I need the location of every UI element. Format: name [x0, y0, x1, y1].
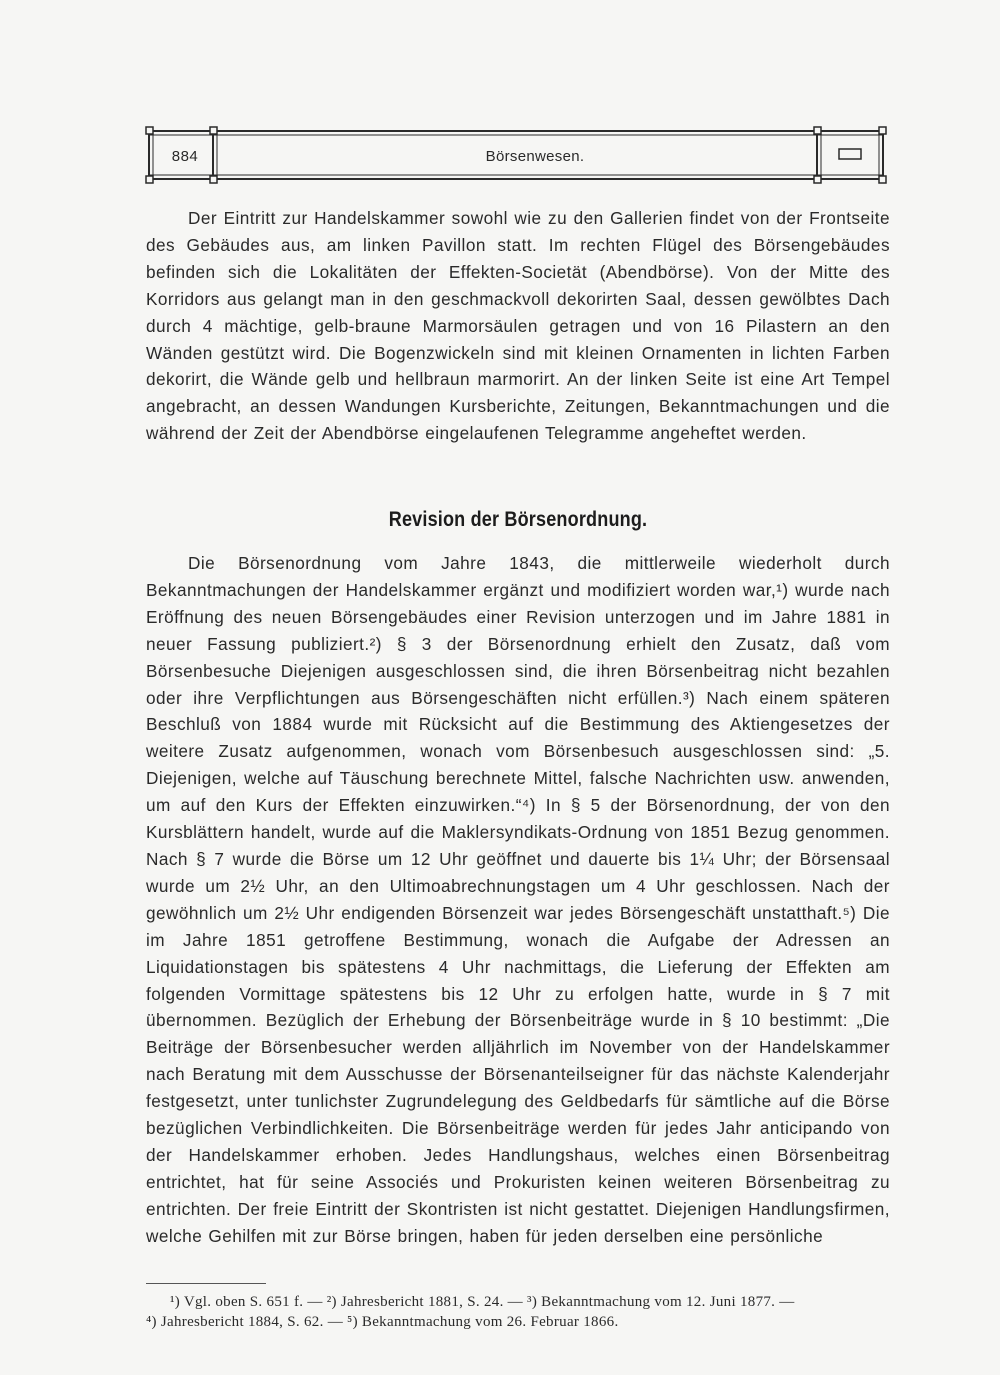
intro-paragraph: Der Eintritt zur Handelskammer sowohl wie zu den Gallerien findet von der Frontseite des Gebäudes aus, am linken Pavillon statt. Im rechten Flügel des Börsengebäudes befinden sich die Lokalitäten der Effekten-Societät (Abendbörse). Von der Mitte des Korridors aus gelangt man in den geschmackvoll dekorirten Saal, dessen gewölbtes Dach durch 4 mächtige, gelb-braune Marmorsäulen getragen und von 16 Pilastern an den Wänden gestützt wird. Die Bogenzwickeln sind mit kleinen Ornamenten in lichten Farben dekorirt, die Wände gelb und hellbraun marmorirt. An der linken Seite ist eine Art Tempel angebracht, an dessen Wandungen Kursberichte, Zeitungen, Bekanntmachungen und die während der Zeit der Abendbörse eingelaufenen Telegramme angeheftet werden. [146, 208, 890, 444]
footnotes [146, 1292, 890, 1332]
section-heading: Revision der Börsenordnung. [388, 508, 648, 531]
running-title: Börsenwesen. [485, 148, 585, 165]
page-number: 884 [171, 148, 199, 165]
revision-section [146, 550, 890, 1250]
footnote-line: ¹) Vgl. oben S. 651 f. — ²) Jahresbericht 1881, S. 24. — ³) Bekanntmachung vom 12. Juni 1877. — [170, 1294, 795, 1310]
body-paragraph: Die Börsenordnung vom Jahre 1843, die mittlerweile wiederholt durch Bekanntmachungen der Handelskammer ergänzt und modifiziert worden war,¹) wurde nach Eröffnung des neuen Börsengebäudes einer Revision unterzogen und im Jahre 1881 in neuer Fassung publiziert.²) § 3 der Börsenordnung erhielt den Zusatz, daß vom Börsenbesuche Diejenigen ausgeschlossen sind, die ihren Börsenbeitrag nicht bezahlen oder ihre Verpflichtungen aus Börsengeschäften nicht erfüllen.³) Nach einem späteren Beschluß von 1884 wurde mit Rücksicht auf die Bestimmung des Aktiengesetzes der weitere Zusatz aufgenommen, wonach vom Börsenbesuch ausgeschlossen sind: „5. Diejenigen, welche auf Täuschung berechnete Mittel, falsche Nachrichten usw. anwenden, um auf den Kurs der Effekten einzuwirken.“⁴) In § 5 der Börsenordnung, der von den Kursblättern handelt, wurde auf die Maklersyndikats-Ordnung von 1851 Bezug genommen. Nach § 7 wurde die Börse um 12 Uhr geöffnet und dauerte bis 1¼ Uhr; der Börsensaal wurde um 2½ Uhr, an den Ultimoabrechnungstagen um 4 Uhr geschlossen. Nach der gewöhnlich um 2½ Uhr endigenden Börsenzeit war jedes Börsengeschäft unstatthaft.⁵) Die im Jahre 1851 getroffene Bestimmung, wonach die Aufgabe der Adressen an Liquidationstagen bis spätestens 4 Uhr nachmittags, die Lieferung der Effekten am folgenden Vormittage spätestens bis 12 Uhr zu erfolgen hatte, wurde in § 7 mit übernommen. Bezüglich der Erhebung der Börsenbeiträge wurde in § 10 bestimmt: „Die Beiträge der Börsenbesucher werden alljährlich im November von der Handelskammer nach Beratung mit dem Ausschusse der Börsenanteilseigner für das nächste Kalenderjahr festgesetzt, unter tunlichster Zugrundelegung des Geldbedarfs für sämtliche auf die Börse bezüglichen Verbindlichkeiten. Die Börsenbeiträge werden für jedes Jahr anticipando von der Handelskammer erhoben. Jedes Handlungshaus, welches einen Börsenbeitrag entrichtet, hat für seine Associés und Prokuristen keinen weiteren Börsenbeitrag zu entrichten. Der freie Eintritt der Skontristen ist nicht gestattet. Diejenigen Handlungsfirmen, welche Gehilfen mit zur Börse bringen, haben für jeden derselben eine persönliche [146, 553, 890, 1246]
footnote-line: ⁴) Jahresbericht 1884, S. 62. — ⁵) Bekanntmachung vom 26. Februar 1866. [146, 1314, 619, 1330]
intro-section [146, 205, 890, 447]
footnote-divider [146, 1283, 266, 1284]
page-header [145, 126, 887, 184]
